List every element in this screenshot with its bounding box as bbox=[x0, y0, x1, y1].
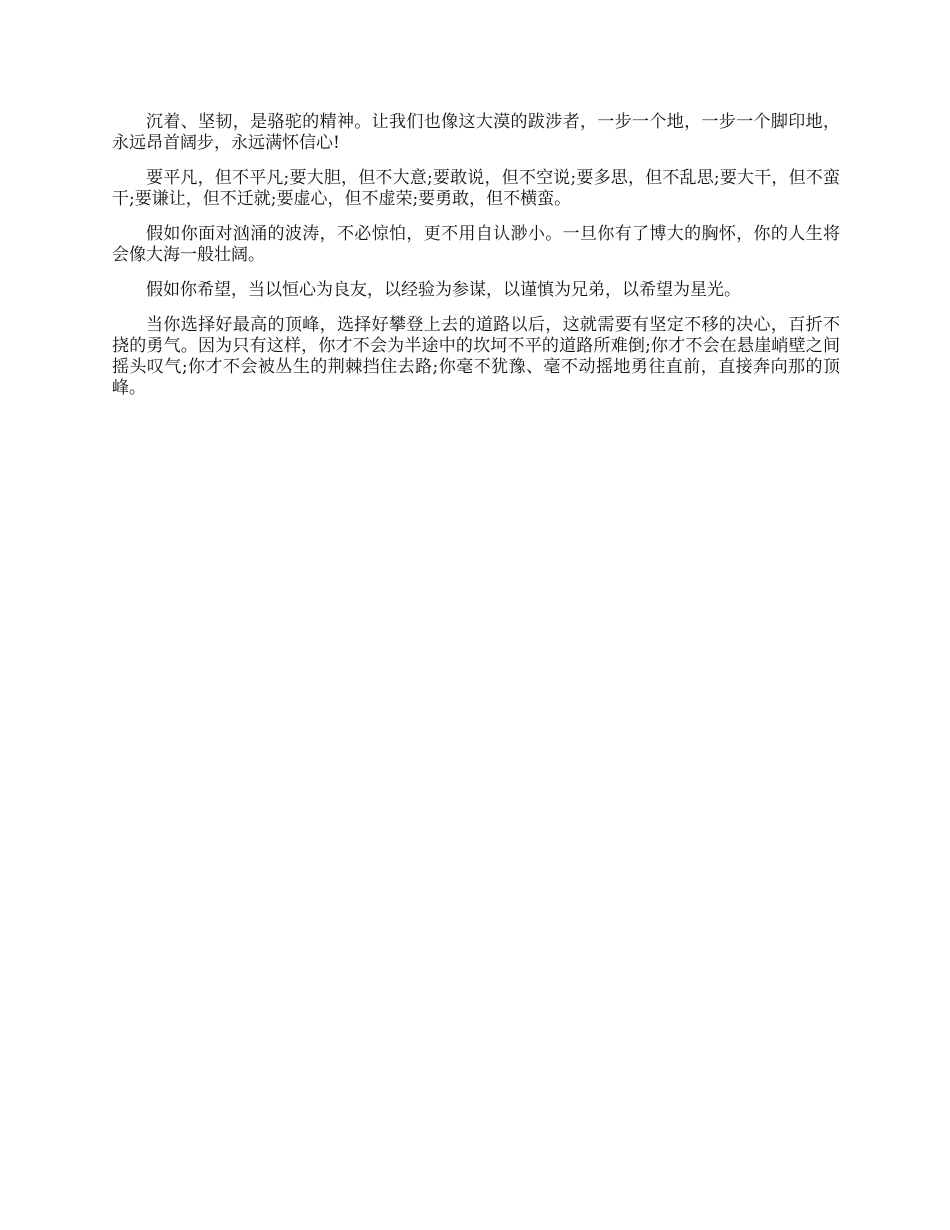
document-body bbox=[112, 112, 840, 413]
paragraph-ordinary-not-ordinary: 要平凡，但不平凡;要大胆，但不大意;要敢说，但不空说;要多思，但不乱思;要大干，但不蛮干;要谦让，但不迁就;要虚心，但不虚荣;要勇敢，但不横蛮。 bbox=[112, 168, 840, 209]
paragraph-camel-spirit: 沉着、坚韧，是骆驼的精神。让我们也像这大漠的跋涉者，一步一个地，一步一个脚印地，永远昂首阔步，永远满怀信心! bbox=[112, 112, 840, 153]
paragraph-summit: 当你选择好最高的顶峰，选择好攀登上去的道路以后，这就需要有坚定不移的决心，百折不挠的勇气。因为只有这样，你才不会为半途中的坎坷不平的道路所难倒;你才不会在悬崖峭壁之间摇头叹气;你才不会被丛生的荆棘挡住去路;你毫不犹豫、毫不动摇地勇往直前，直接奔向那的顶峰。 bbox=[112, 315, 840, 398]
paragraph-facing-waves: 假如你面对汹涌的波涛，不必惊怕，更不用自认渺小。一旦你有了博大的胸怀，你的人生将会像大海一般壮阔。 bbox=[112, 224, 840, 265]
paragraph-hope: 假如你希望，当以恒心为良友，以经验为参谋，以谨慎为兄弟，以希望为星光。 bbox=[146, 280, 741, 300]
